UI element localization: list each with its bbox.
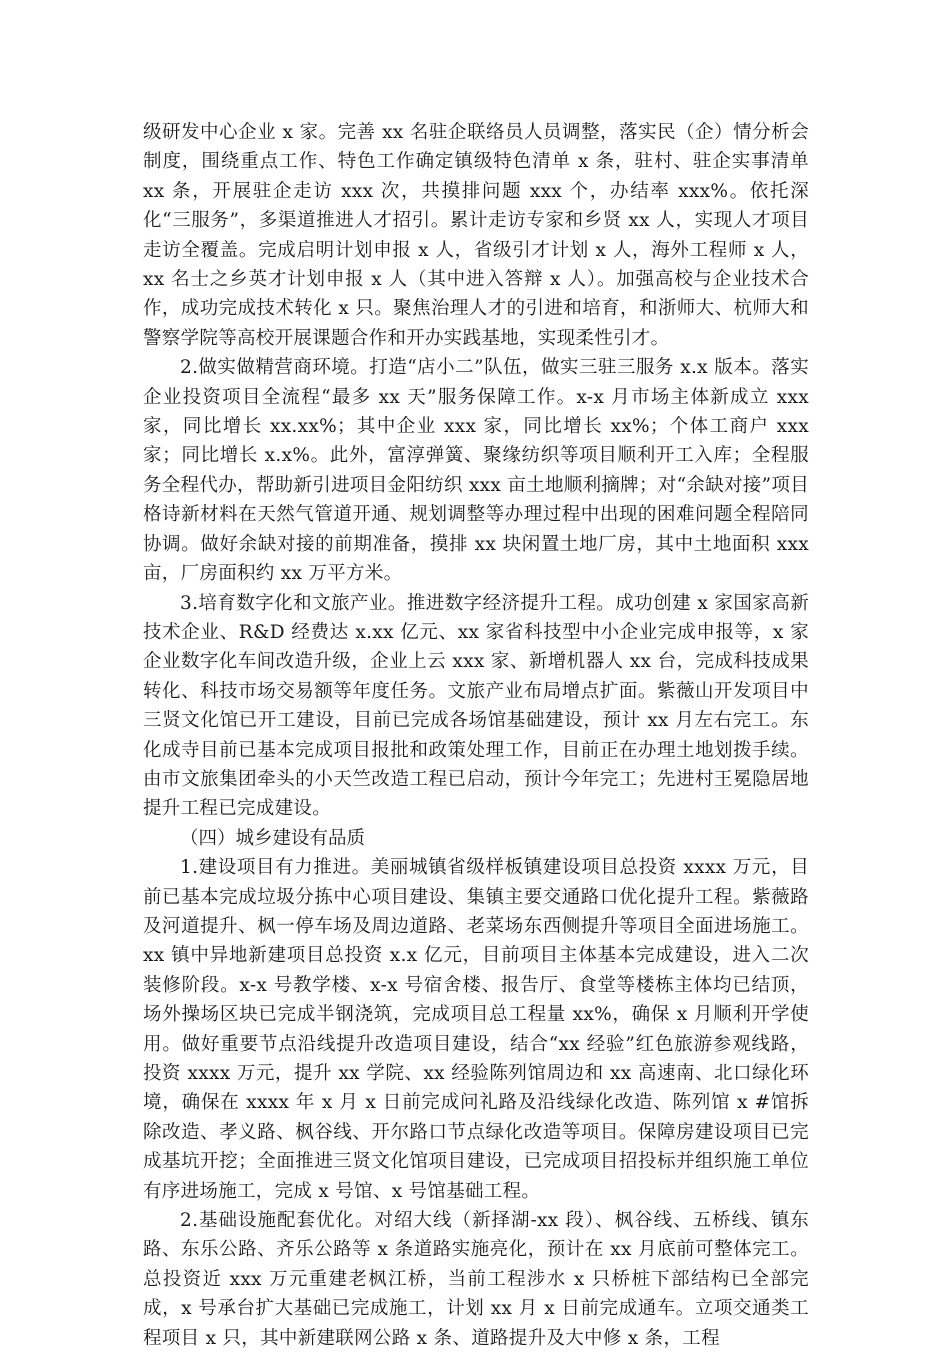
body-paragraph: 级研发中心企业 x 家。完善 xx 名驻企联络员人员调整，落实民（企）情分析会制度，围绕重点工作、特色工作确定镇级特色清单 x 条，驻村、驻企实事清单 xx 条，开展驻企走访 xxx 次，共摸排问题 xxx 个，办结率 xxx%。依托深化“三服务”，多渠道推进人才招引。累计走访专家和乡贤 xx 人，实现人才项目走访全覆盖。完成启明计划申报 x 人，省级引才计划 x 人，海外工程师 x 人，xx 名士之乡英才计划申报 x 人（其中进入答辩 x 人）。加强高校与企业技术合作，成功完成技术转化 x 只。聚焦治理人才的引进和培育，和浙师大、杭师大和警察学院等高校开展课题合作和开办实践基地，实现柔性引才。 xyxy=(143,122,809,349)
body-paragraph: 2.基础设施配套优化。对绍大线（新择湖-xx 段）、枫谷线、五桥线、镇东路、东乐公路、齐乐公路等 x 条道路实施亮化，预计在 xx 月底前可整体完工。总投资近 xxx 万元重建老枫江桥，当前工程涉水 x 只桥桩下部结构已全部完成，x 号承台扩大基础已完成施工，计划 xx 月 x 日前完成通车。立项交通类工程项目 x 只，其中新建联网公路 x 条、道路提升及大中修 x 条，工程 xyxy=(143,1210,809,1349)
body-paragraph: 1.建设项目有力推进。美丽城镇省级样板镇建设项目总投资 xxxx 万元，目前已基本完成垃圾分拣中心项目建设、集镇主要交通路口优化提升工程。紫薇路及河道提升、枫一停车场及周边道路、老菜场东西侧提升等项目全面进场施工。xx 镇中异地新建项目总投资 x.x 亿元，目前项目主体基本完成建设，进入二次装修阶段。x-x 号教学楼、x-x 号宿舍楼、报告厅、食堂等楼栋主体均已结顶，场外操场区块已完成半钢浇筑，完成项目总工程量 xx%，确保 x 月顺利开学使用。做好重要节点沿线提升改造项目建设，结合“xx 经验”红色旅游参观线路，投资 xxxx 万元，提升 xx 学院、xx 经验陈列馆周边和 xx 高速南、北口绿化环境，确保在 xxxx 年 x 月 x 日前完成问礼路及沿线绿化改造、陈列馆 x #馆拆除改造、孝义路、枫谷线、开尔路口节点绿化改造等项目。保障房建设项目已完成基坑开挖；全面推进三贤文化馆项目建设，已完成项目招投标并组织施工单位有序进场施工，完成 x 号馆、x 号馆基础工程。 xyxy=(143,857,809,1202)
body-paragraph: 2.做实做精营商环境。打造“店小二”队伍，做实三驻三服务 x.x 版本。落实企业投资项目全流程“最多 xx 天”服务保障工作。x-x 月市场主体新成立 xxx 家，同比增长 xx.xx%；其中企业 xxx 家，同比增长 xx%；个体工商户 xxx 家；同比增长 x.x%。此外，富淳弹簧、聚缘纺织等项目顺利开工入库；全程服务全程代办，帮助新引进项目金阳纺织 xxx 亩土地顺利摘牌；对“余缺对接”项目格诗新材料在天然气管道开通、规划调整等办理过程中出现的困难问题全程陪同协调。做好余缺对接的前期准备，摸排 xx 块闲置土地厂房，其中土地面积 xxx 亩，厂房面积约 xx 万平方米。 xyxy=(143,357,809,585)
document-page xyxy=(143,118,809,1353)
section-heading: （四）城乡建设有品质 xyxy=(180,827,366,849)
body-paragraph: 3.培育数字化和文旅产业。推进数字经济提升工程。成功创建 x 家国家高新技术企业、R&D 经费达 x.xx 亿元、xx 家省科技型中小企业完成申报等，x 家企业数字化车间改造升级，企业上云 xxx 家、新增机器人 xx 台，完成科技成果转化、科技市场交易额等年度任务。文旅产业布局增点扩面。紫薇山开发项目中三贤文化馆已开工建设，目前已完成各场馆基础建设，预计 xx 月左右完工。东化成寺目前已基本完成项目报批和政策处理工作，目前正在办理土地划拨手续。由市文旅集团牵头的小天竺改造工程已启动，预计今年完工；先进村王冕隐居地提升工程已完成建设。 xyxy=(143,592,809,820)
